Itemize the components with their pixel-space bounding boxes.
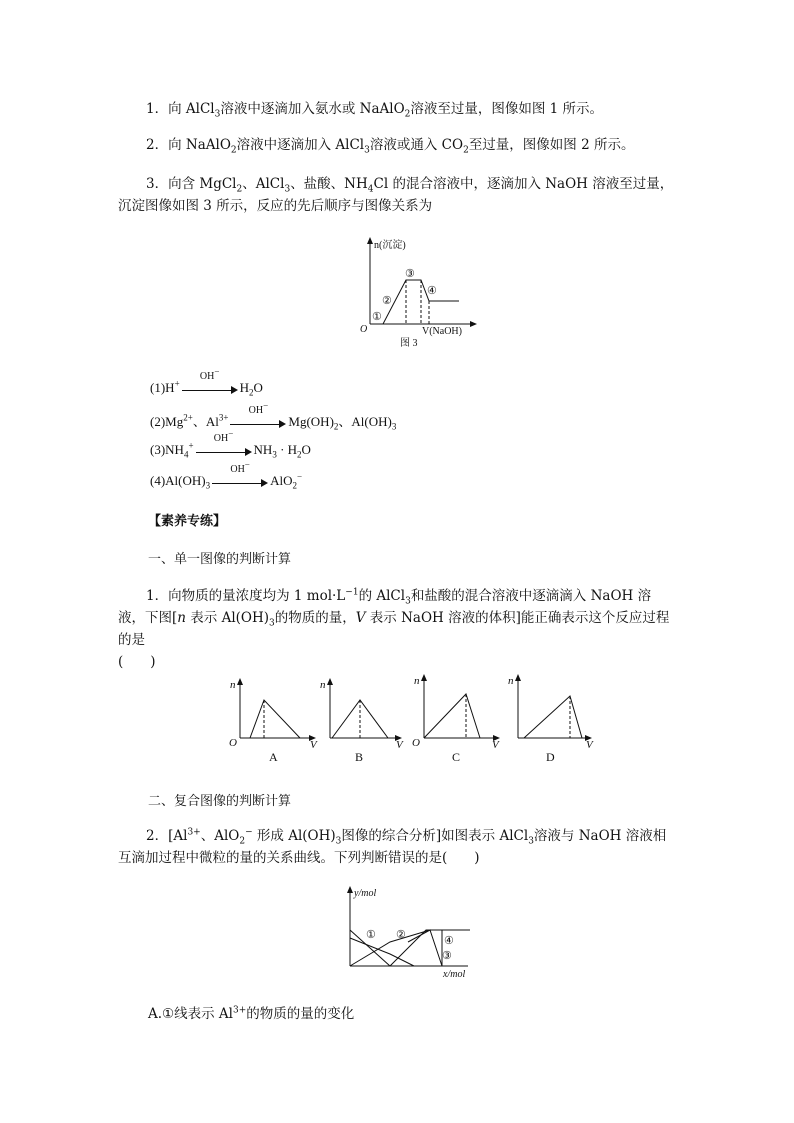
svg-text:V: V — [586, 739, 593, 748]
svg-text:V: V — [492, 739, 499, 748]
reaction-arrow-4: OH− — [212, 475, 268, 489]
figure-3-marker-3: ③ — [405, 268, 415, 280]
option-a-graph — [226, 676, 322, 748]
figure-3-caption: 图 3 — [400, 338, 418, 348]
figure-3-ylabel: n(沉淀) — [374, 240, 406, 251]
option-c-label[interactable]: C — [452, 750, 461, 764]
practice-title: 【素养专练】 — [148, 514, 227, 529]
composite-marker-2: ② — [396, 929, 406, 941]
reaction-arrow-3: OH− — [196, 444, 252, 458]
composite-marker-1: ① — [366, 929, 376, 941]
section-2-heading: 二、复合图像的判断计算 — [148, 794, 292, 809]
svg-text:n: n — [508, 675, 514, 687]
figure-3-graph — [350, 236, 480, 348]
figure-3-xlabel: V(NaOH) — [422, 326, 462, 337]
svg-text:y/mol: y/mol — [354, 888, 377, 899]
svg-text:n: n — [230, 679, 236, 691]
reaction-arrow-1: OH− — [182, 382, 238, 396]
intro-paragraph-3: 3．向含 MgCl$_2$、AlCl$_3$、盐酸、$NH_4Cl$ 的混合溶液中，逐滴加入 NaOH 溶液至过量，沉淀图像如图 3 所示，反应的先后顺序与图像关系为 — [118, 176, 674, 214]
question-2-option-a[interactable]: A.①线表示 $Al^{3+}$的物质的量的变化 — [148, 1005, 355, 1022]
question-2: 2．[$Al^{3+}$、AlO$_2$− 形成 $Al(OH)_3$图像的综合分析]如图表示 AlCl$_3$溶液与 NaOH 溶液相互滴加过程中微粒的量的关系曲线。下列判断错误的是( ) — [118, 827, 667, 866]
equation-4: $(4)Al(OH)_3$ OH− AlO$_2$− — [150, 459, 303, 491]
option-b-graph — [318, 676, 414, 748]
option-a-label[interactable]: A — [269, 750, 278, 764]
figure-3-origin: O — [360, 324, 368, 335]
equation-1: (1)H+ OH− $H_2O$ — [150, 366, 263, 398]
svg-text:x/mol: x/mol — [443, 969, 466, 978]
option-c-graph — [408, 672, 504, 748]
section-1-heading: 一、单一图像的判断计算 — [148, 552, 292, 567]
figure-3-marker-2: ② — [382, 295, 392, 307]
composite-marker-3: ③ — [442, 950, 452, 962]
option-d-graph — [504, 672, 600, 748]
intro-paragraph-2: 2．向 NaAlO$_2$溶液中逐滴加入 AlCl$_3$溶液或通入 $CO_2$至过量，图像如图 2 所示。 — [146, 137, 635, 156]
option-b-label[interactable]: B — [355, 750, 364, 764]
svg-text:V: V — [396, 739, 403, 748]
figure-3-marker-4: ④ — [427, 285, 437, 297]
option-d-label[interactable]: D — [546, 750, 555, 764]
figure-3-marker-1: ① — [372, 311, 382, 323]
composite-graph — [338, 882, 478, 978]
svg-text:O: O — [412, 737, 420, 748]
question-1: 1．向物质的量浓度均为 1 $mol\cdot L^{-1}$的 AlCl$_3$和盐酸的混合溶液中逐滴滴入 NaOH 溶液，下图[n 表示 $Al(OH)_3$的物质的量，V 表示 NaOH 溶液的体积]能正确表示这个反应过程的是 ( ) — [118, 587, 670, 670]
intro-paragraph-1: 1．向 AlCl$_3$溶液中逐滴加入氨水或 NaAlO$_2$溶液至过量，图像如图 1 所示。 — [146, 101, 604, 120]
equation-3: $(3)NH_4^+$ OH− $NH_3 \cdot H_2O$ — [150, 428, 311, 460]
equation-2: $(2)Mg^{2+}$、$Al^{3+}$ OH− $Mg(OH)_2$、$Al(OH)_3$ — [150, 400, 397, 432]
svg-text:V: V — [310, 739, 317, 748]
reaction-arrow-2: OH− — [230, 416, 286, 430]
svg-text:O: O — [229, 737, 237, 748]
svg-text:n: n — [320, 679, 326, 691]
composite-marker-4: ④ — [444, 935, 454, 947]
svg-text:n: n — [414, 675, 420, 687]
